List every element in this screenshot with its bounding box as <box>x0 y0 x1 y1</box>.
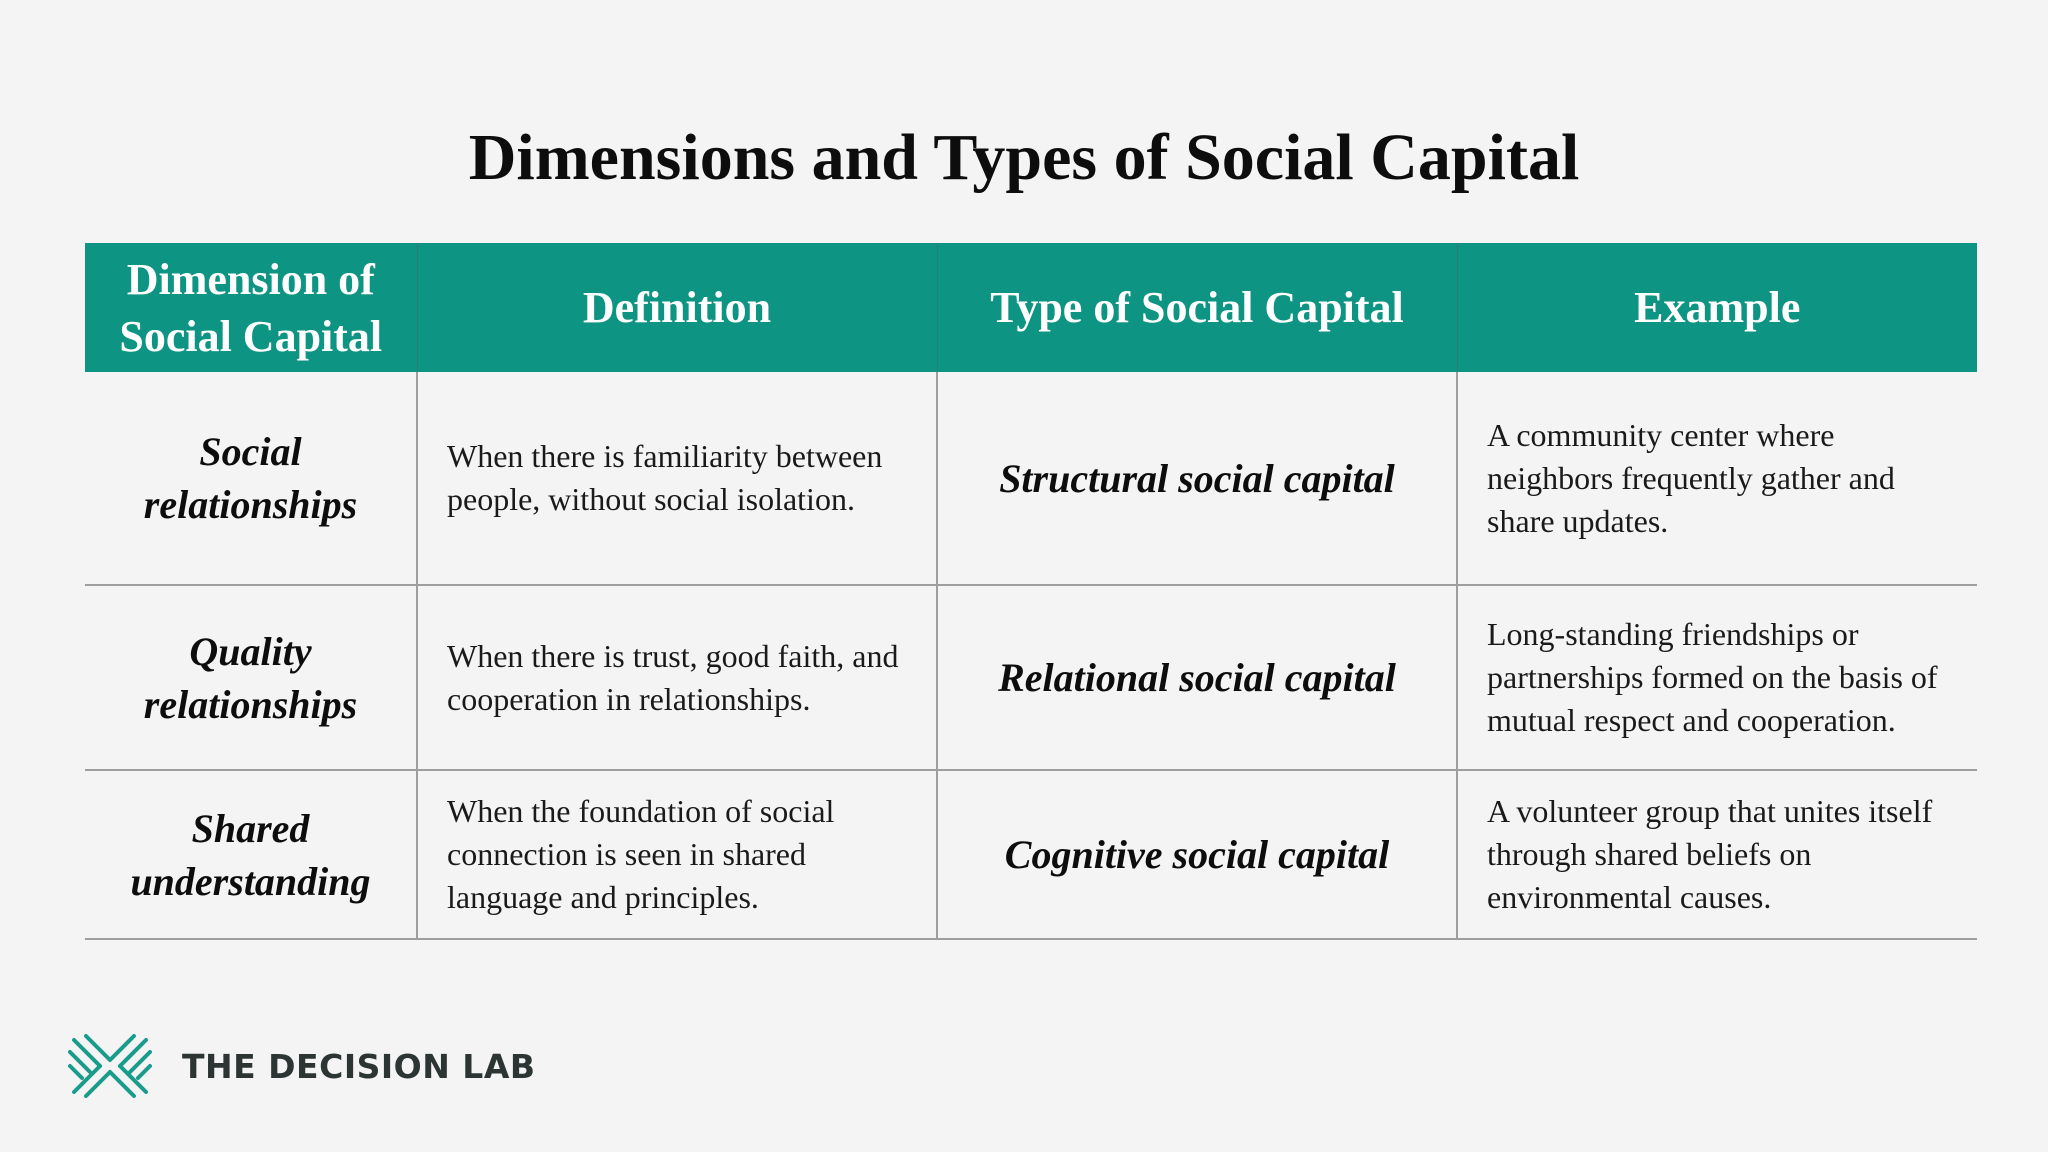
table-row <box>85 372 1977 585</box>
header-example: Example <box>1457 243 1977 372</box>
header-definition: Definition <box>417 243 937 372</box>
example-cell: A volunteer group that unites itself through shared beliefs on environmental causes. <box>1457 770 1977 939</box>
logo <box>68 1032 536 1100</box>
header-dimension: Dimension of Social Capital <box>85 243 417 372</box>
definition-cell: When the foundation of social connection is seen in shared language and principles. <box>417 770 937 939</box>
page-title: Dimensions and Types of Social Capital <box>468 121 1580 194</box>
definition-cell: When there is trust, good faith, and cooperation in relationships. <box>417 585 937 770</box>
type-cell: Structural social capital <box>937 372 1457 585</box>
example-cell: A community center where neighbors frequently gather and share updates. <box>1457 372 1977 585</box>
definition-cell: When there is familiarity between people, without social isolation. <box>417 372 937 585</box>
dimension-cell: Shared understanding <box>85 770 417 939</box>
table-row <box>85 770 1977 939</box>
header-type: Type of Social Capital <box>937 243 1457 372</box>
example-cell: Long-standing friendships or partnerships formed on the basis of mutual respect and cooperation. <box>1457 585 1977 770</box>
logo-text: THE DECISION LAB <box>182 1046 536 1086</box>
dimension-cell: Quality relationships <box>85 585 417 770</box>
decision-lab-logo-icon <box>68 1032 152 1100</box>
type-cell: Cognitive social capital <box>937 770 1457 939</box>
dimension-cell: Social relationships <box>85 372 417 585</box>
type-cell: Relational social capital <box>937 585 1457 770</box>
table-row <box>85 585 1977 770</box>
table-header-row <box>85 243 1977 372</box>
social-capital-table <box>85 243 1977 940</box>
